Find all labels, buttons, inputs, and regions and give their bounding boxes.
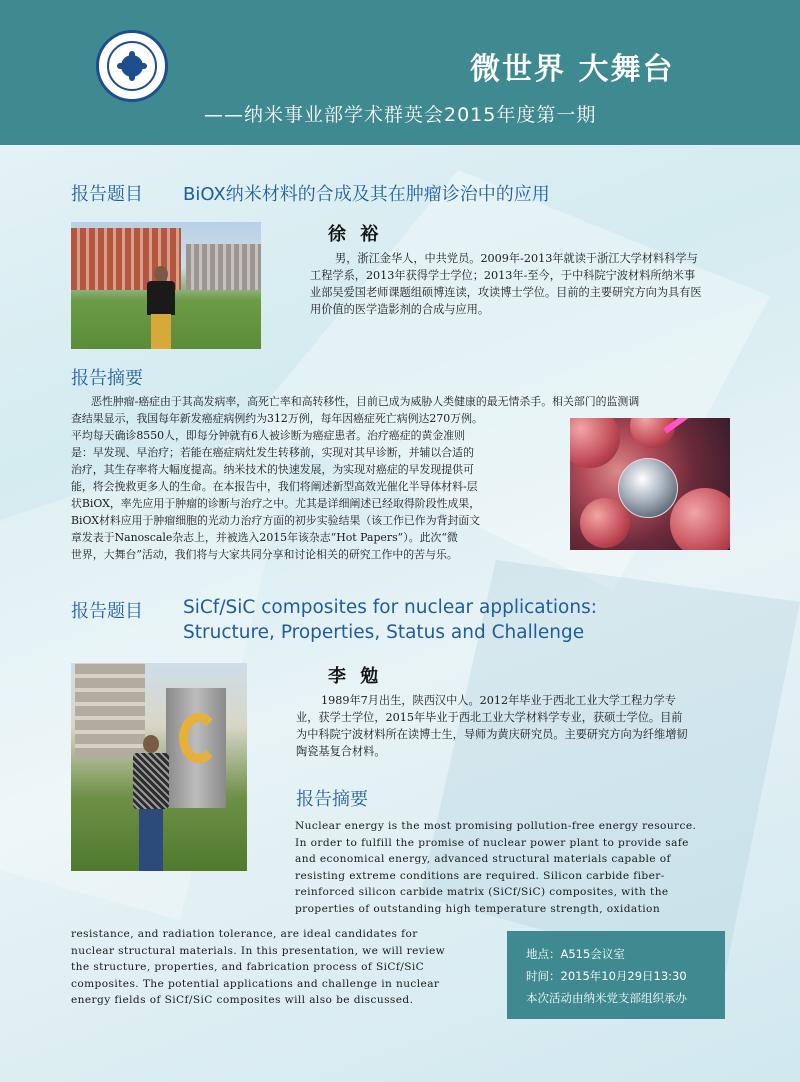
- abstract-line: energy fields of SiCf/SiC composites will also be discussed.: [71, 994, 414, 1007]
- cas-logo-icon: [96, 30, 168, 102]
- abstract-line: properties of outstanding high temperature strength, oxidation: [295, 902, 661, 915]
- speaker1-name: 徐 裕: [328, 224, 383, 245]
- talk2-label: 报告题目: [71, 601, 143, 622]
- abstract-line: resisting extreme conditions are required. Silicon carbide fiber-: [295, 869, 665, 882]
- speaker2-photo: [71, 663, 247, 871]
- abstract-line: nuclear structural materials. In this presentation, we will review: [71, 944, 446, 957]
- speaker2-bio: [296, 692, 732, 760]
- abstract-line: reinforced silicon carbide matrix (SiCf/SiC) composites, with the: [295, 886, 669, 899]
- talk1-abstract-label: 报告摘要: [71, 368, 143, 389]
- speaker1-bio: [310, 250, 730, 318]
- abstract-line: 能，将会挽救更多人的生命。在本报告中，我们将阐述新型高效光催化半导体材料-层: [71, 480, 478, 493]
- abstract-line: 章发表于Nanoscale杂志上，并被选入2015年该杂志“Hot Papers”）。此次“微: [71, 531, 458, 544]
- page-subtitle: ——纳米事业部学术群英会2015年度第一期: [204, 104, 597, 126]
- talk1-title: BiOX纳米材料的合成及其在肿瘤诊治中的应用: [183, 184, 550, 205]
- abstract-line: 是：早发现、早治疗；若能在癌症病灶发生转移前，实现对其早诊断，并辅以合适的: [71, 446, 474, 459]
- header-banner: [0, 0, 800, 145]
- abstract-line: composites. The potential applications and challenge in nuclear: [71, 977, 440, 990]
- nanoparticle-image: [570, 418, 730, 550]
- talk2-abstract-right: [295, 818, 731, 918]
- abstract-line: In order to fulfill the promise of nuclear power plant to provide safe: [295, 836, 689, 849]
- bio-line: 1989年7月出生，陕西汉中人。2012年毕业于西北工业大学工程力学专: [321, 694, 676, 707]
- abstract-line: 查结果显示，我国每年新发癌症病例约为312万例，每年因癌症死亡病例达270万例。: [71, 412, 483, 425]
- speaker2-name: 李 勉: [328, 666, 383, 687]
- event-info-box: [507, 931, 725, 1019]
- bio-line: 为中科院宁波材料所在读博士生，导师为黄庆研究员。主要研究方向为纤维增韧: [296, 728, 688, 741]
- event-location: 地点：A515会议室: [526, 947, 625, 961]
- bio-line: 业部吴爱国老师课题组硕博连读，攻读博士学位。目前的主要研究方向为具有医: [310, 286, 702, 299]
- page-title: 微世界 大舞台: [470, 52, 675, 87]
- abstract-line: 世界，大舞台”活动，我们将与大家共同分享和讨论相关的研究工作中的苦与乐。: [71, 548, 458, 561]
- talk2-title-line1: SiCf/SiC composites for nuclear applications:: [183, 597, 597, 618]
- abstract-line: Nuclear energy is the most promising pollution-free energy resource.: [295, 820, 697, 832]
- speaker1-photo: [71, 222, 261, 349]
- abstract-line: and economical energy, advanced structural materials capable of: [295, 853, 671, 866]
- bio-line: 用价值的医学造影剂的合成与应用。: [310, 303, 490, 316]
- talk2-title-line2: Structure, Properties, Status and Challenge: [183, 622, 585, 643]
- abstract-line: 状BiOX，率先应用于肿瘤的诊断与治疗之中。尤其是详细阐述已经取得阶段性成果，: [71, 497, 481, 510]
- abstract-line: 恶性肿瘤-癌症由于其高发病率，高死亡率和高转移性，目前已成为威胁人类健康的最无情杀手。相关部门的监测调: [91, 395, 640, 408]
- abstract-line: 平均每天确诊8550人，即每分钟就有6人被诊断为癌症患者。治疗癌症的黄金准则: [71, 429, 466, 442]
- talk1-abstract-body: [71, 427, 563, 563]
- event-time: 时间：2015年10月29日13:30: [526, 969, 687, 983]
- abstract-line: the structure, properties, and fabrication process of SiCf/SiC: [71, 961, 425, 974]
- abstract-line: BiOX材料应用于肿瘤细胞的光动力治疗方面的初步实验结果（该工作已作为背封面文: [71, 514, 481, 527]
- bio-line: 工程学系，2013年获得学士学位；2013年-至今，于中科院宁波材料所纳米事: [310, 269, 696, 282]
- bio-line: 男，浙江金华人，中共党员。2009年-2013年就读于浙江大学材料科学与: [335, 252, 698, 265]
- abstract-line: 治疗，其生存率将大幅度提高。纳米技术的快速发展，为实现对癌症的早发现提供可: [71, 463, 474, 476]
- talk1-label: 报告题目: [71, 184, 143, 205]
- bio-line: 业，获学士学位，2015年毕业于西北工业大学材料学专业，获硕士学位。目前: [296, 711, 683, 724]
- talk2-abstract-left: [71, 926, 483, 1009]
- event-organizer: 本次活动由纳米党支部组织承办: [526, 991, 687, 1005]
- bio-line: 陶瓷基复合材料。: [296, 745, 386, 758]
- abstract-line: resistance, and radiation tolerance, are ideal candidates for: [71, 928, 418, 940]
- talk2-abstract-label: 报告摘要: [296, 789, 368, 810]
